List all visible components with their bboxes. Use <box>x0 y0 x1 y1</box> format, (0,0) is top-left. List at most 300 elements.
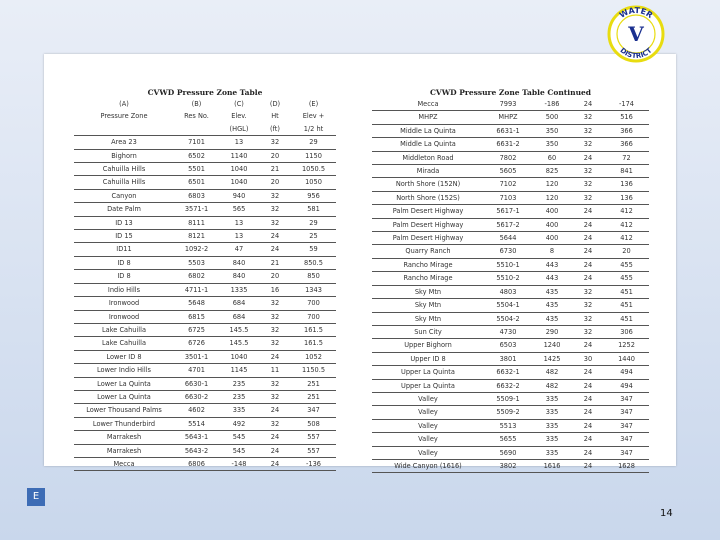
table-cell: Palm Desert Highway <box>372 232 484 245</box>
table-cell: 700 <box>291 297 336 310</box>
table-cell: 1252 <box>604 339 649 352</box>
table-cell: MHPZ <box>372 111 484 124</box>
table-cell: 435 <box>532 285 572 298</box>
table-cell: 6632-1 <box>484 366 532 379</box>
table-cell: 32 <box>259 136 291 149</box>
table-row <box>372 191 649 204</box>
table-cell: 3571-1 <box>174 203 219 216</box>
table-cell: 6501 <box>174 176 219 189</box>
table-cell: Lower Thousand Palms <box>74 404 174 417</box>
table-cell: 7802 <box>484 151 532 164</box>
table-cell: 5643-2 <box>174 444 219 457</box>
table-cell: 347 <box>604 419 649 432</box>
table-cell: 32 <box>572 178 604 191</box>
table-row <box>74 417 336 430</box>
table-cell: 347 <box>604 392 649 405</box>
table-cell: 1335 <box>219 283 259 296</box>
table-cell: 841 <box>604 165 649 178</box>
table-cell: Sky Mtn <box>372 299 484 312</box>
table-cell: Area 23 <box>74 136 174 149</box>
table-cell: 30 <box>572 352 604 365</box>
table-cell: 29 <box>291 216 336 229</box>
table-cell: Lower ID 8 <box>74 350 174 363</box>
table-cell: 13 <box>219 136 259 149</box>
table-cell: ID 13 <box>74 216 174 229</box>
table-cell: 4602 <box>174 404 219 417</box>
table-cell: 251 <box>291 390 336 403</box>
table-cell: Lower La Quinta <box>74 377 174 390</box>
table-cell: 1628 <box>604 459 649 472</box>
table-cell: 5510-1 <box>484 258 532 271</box>
table-cell: 6631-2 <box>484 138 532 151</box>
table-cell: 5617-2 <box>484 218 532 231</box>
table-cell: Sky Mtn <box>372 285 484 298</box>
table-cell: Sun City <box>372 325 484 338</box>
table-cell: 32 <box>259 310 291 323</box>
table-cell: 7102 <box>484 178 532 191</box>
table-row <box>74 189 336 202</box>
table-cell: 1050.5 <box>291 163 336 176</box>
table-cell: 290 <box>532 325 572 338</box>
table-cell: 24 <box>572 205 604 218</box>
table-cell: 1040 <box>219 350 259 363</box>
table-cell: Valley <box>372 419 484 432</box>
table-cell: 7103 <box>484 191 532 204</box>
table-cell: 451 <box>604 285 649 298</box>
table-cell: 24 <box>259 457 291 470</box>
table-cell: Canyon <box>74 189 174 202</box>
table-row <box>74 243 336 256</box>
table-cell: Lower La Quinta <box>74 390 174 403</box>
table-cell: 4803 <box>484 285 532 298</box>
table-cell: Lower Thunderbird <box>74 417 174 430</box>
table-cell: 24 <box>572 272 604 285</box>
pressure-zone-table-continued <box>372 98 649 473</box>
table-cell: Date Palm <box>74 203 174 216</box>
table-row <box>372 419 649 432</box>
table-cell: 145.5 <box>219 323 259 336</box>
table-cell: 347 <box>604 446 649 459</box>
table-cell: 400 <box>532 232 572 245</box>
table-cell: 347 <box>291 404 336 417</box>
table-cell: 32 <box>259 390 291 403</box>
table-cell: 6726 <box>174 337 219 350</box>
table-row <box>74 390 336 403</box>
table-cell: Palm Desert Highway <box>372 205 484 218</box>
table-cell: Palm Desert Highway <box>372 218 484 231</box>
table-cell: Upper La Quinta <box>372 366 484 379</box>
table-cell: 32 <box>572 191 604 204</box>
table-row <box>74 457 336 470</box>
table-cell: 32 <box>259 377 291 390</box>
table-cell: 565 <box>219 203 259 216</box>
table-cell: 47 <box>219 243 259 256</box>
table-row <box>372 151 649 164</box>
table-cell: 24 <box>572 258 604 271</box>
table-cell: 1150.5 <box>291 364 336 377</box>
table-cell: 20 <box>604 245 649 258</box>
table-cell: 59 <box>291 243 336 256</box>
table-cell: 6815 <box>174 310 219 323</box>
table-header-row <box>74 98 336 110</box>
table-row <box>372 433 649 446</box>
table-cell: Elev. <box>231 112 247 121</box>
table-cell: 32 <box>572 285 604 298</box>
table-cell: 412 <box>604 205 649 218</box>
table-row <box>372 352 649 365</box>
table-cell: -186 <box>532 98 572 111</box>
table-row <box>372 218 649 231</box>
table-row <box>372 245 649 258</box>
table-cell: 21 <box>259 163 291 176</box>
table-cell: 20 <box>259 149 291 162</box>
table-row <box>372 205 649 218</box>
table-row <box>372 232 649 245</box>
table-row <box>372 392 649 405</box>
table-cell: 5509-1 <box>484 392 532 405</box>
table-cell: 24 <box>572 459 604 472</box>
table-cell: Middle La Quinta <box>372 138 484 151</box>
table-cell: 1040 <box>219 163 259 176</box>
table-cell: 5503 <box>174 256 219 269</box>
table-cell: 161.5 <box>291 337 336 350</box>
table-cell: (D) <box>269 100 281 108</box>
table-cell: Lake Cahuilla <box>74 323 174 336</box>
table-row <box>372 138 649 151</box>
table-row <box>74 136 336 149</box>
table-cell: ID 8 <box>74 270 174 283</box>
table-cell: 700 <box>291 310 336 323</box>
table-cell: 545 <box>219 431 259 444</box>
table-row <box>74 404 336 417</box>
table-header-row <box>74 110 336 122</box>
table-row <box>372 325 649 338</box>
table-cell: 60 <box>532 151 572 164</box>
left-table-title: CVWD Pressure Zone Table <box>147 88 263 97</box>
table-cell: 72 <box>604 151 649 164</box>
table-cell: Middleton Road <box>372 151 484 164</box>
table-row <box>74 230 336 243</box>
table-cell: 5510-2 <box>484 272 532 285</box>
table-cell: 32 <box>259 203 291 216</box>
table-cell: 557 <box>291 444 336 457</box>
table-cell: 24 <box>572 366 604 379</box>
table-cell: 5690 <box>484 446 532 459</box>
table-cell: 366 <box>604 124 649 137</box>
table-cell: 500 <box>532 111 572 124</box>
table-row <box>74 337 336 350</box>
table-cell: (HGL) <box>219 123 259 136</box>
table-cell: Lower Indio Hills <box>74 364 174 377</box>
table-cell: 684 <box>219 310 259 323</box>
table-cell: 6502 <box>174 149 219 162</box>
table-cell: 136 <box>604 178 649 191</box>
table-cell: 24 <box>572 151 604 164</box>
table-cell: 13 <box>219 230 259 243</box>
table-cell: 840 <box>219 270 259 283</box>
table-cell: Valley <box>372 392 484 405</box>
table-cell: 347 <box>604 433 649 446</box>
table-cell: 1240 <box>532 339 572 352</box>
table-row <box>372 299 649 312</box>
table-cell: 32 <box>572 312 604 325</box>
table-cell: 20 <box>259 270 291 283</box>
table-cell: Valley <box>372 406 484 419</box>
table-cell: 3801 <box>484 352 532 365</box>
table-cell: ID 8 <box>74 256 174 269</box>
table-cell: 24 <box>259 431 291 444</box>
table-cell: 455 <box>604 272 649 285</box>
table-cell: 6630-2 <box>174 390 219 403</box>
table-cell: Upper Bighorn <box>372 339 484 352</box>
table-cell: 1343 <box>291 283 336 296</box>
table-row <box>372 178 649 191</box>
table-cell: 32 <box>572 124 604 137</box>
table-cell: Quarry Ranch <box>372 245 484 258</box>
table-cell: Mecca <box>372 98 484 111</box>
table-cell: Indio Hills <box>74 283 174 296</box>
table-cell: 5513 <box>484 419 532 432</box>
table-row <box>372 312 649 325</box>
table-cell: 335 <box>532 433 572 446</box>
table-row <box>74 350 336 363</box>
table-cell: 494 <box>604 366 649 379</box>
table-row <box>372 258 649 271</box>
table-row <box>74 256 336 269</box>
table-row <box>74 270 336 283</box>
table-cell: 581 <box>291 203 336 216</box>
table-cell: Res No. <box>184 112 209 121</box>
table-cell: 24 <box>572 392 604 405</box>
table-cell: Wide Canyon (1616) <box>372 459 484 472</box>
table-cell: Upper ID 8 <box>372 352 484 365</box>
table-cell: 120 <box>532 178 572 191</box>
logo-top-text: WATER <box>617 5 655 21</box>
table-cell: 455 <box>604 258 649 271</box>
table-row <box>74 431 336 444</box>
table-cell: 451 <box>604 299 649 312</box>
table-cell: 1052 <box>291 350 336 363</box>
table-row <box>372 111 649 124</box>
table-cell: 11 <box>259 364 291 377</box>
table-cell: 6730 <box>484 245 532 258</box>
table-cell: 825 <box>532 165 572 178</box>
table-cell: 32 <box>259 216 291 229</box>
table-cell: 24 <box>572 446 604 459</box>
table-cell: 6802 <box>174 270 219 283</box>
table-cell: 482 <box>532 379 572 392</box>
table-cell: 21 <box>259 256 291 269</box>
table-cell: 1440 <box>604 352 649 365</box>
table-cell: 451 <box>604 312 649 325</box>
table-cell: 840 <box>219 256 259 269</box>
table-row <box>74 444 336 457</box>
table-cell: 161.5 <box>291 323 336 336</box>
table-cell: 482 <box>532 366 572 379</box>
table-cell: 443 <box>532 272 572 285</box>
table-cell: 24 <box>572 433 604 446</box>
table-cell: 347 <box>604 406 649 419</box>
table-row <box>74 364 336 377</box>
table-cell: 1040 <box>219 176 259 189</box>
table-row <box>74 216 336 229</box>
table-cell: 5509-2 <box>484 406 532 419</box>
table-cell: 24 <box>572 339 604 352</box>
table-cell: ID11 <box>74 243 174 256</box>
table-cell: 1616 <box>532 459 572 472</box>
table-cell: 366 <box>604 138 649 151</box>
table-cell: 335 <box>532 406 572 419</box>
table-cell: 8 <box>532 245 572 258</box>
table-row <box>74 163 336 176</box>
table-cell: (B) <box>191 100 202 108</box>
table-cell: 557 <box>291 431 336 444</box>
table-cell: Pressure Zone <box>100 112 148 121</box>
table-cell: (E) <box>308 100 319 108</box>
table-cell: Ht <box>271 112 279 121</box>
table-row <box>74 149 336 162</box>
table-cell: 3501-1 <box>174 350 219 363</box>
table-cell: 4730 <box>484 325 532 338</box>
table-cell: Mecca <box>74 457 174 470</box>
table-cell: 5648 <box>174 297 219 310</box>
table-row <box>372 379 649 392</box>
table-cell: 32 <box>572 325 604 338</box>
table-cell: 1/2 ht <box>291 123 336 136</box>
table-cell: 545 <box>219 444 259 457</box>
table-cell: 5501 <box>174 163 219 176</box>
table-cell: 335 <box>532 446 572 459</box>
table-cell: 24 <box>259 230 291 243</box>
table-cell <box>174 123 219 136</box>
table-cell: Rancho Mirage <box>372 272 484 285</box>
table-cell: Mirada <box>372 165 484 178</box>
table-cell: 5643-1 <box>174 431 219 444</box>
table-cell: 24 <box>572 419 604 432</box>
page-number: 14 <box>660 508 673 519</box>
table-cell <box>74 123 174 136</box>
table-cell: 4711-1 <box>174 283 219 296</box>
table-cell: 24 <box>572 218 604 231</box>
pressure-zone-table <box>74 98 336 471</box>
table-cell: -148 <box>219 457 259 470</box>
table-cell: Marrakesh <box>74 431 174 444</box>
table-cell: 1425 <box>532 352 572 365</box>
table-cell: Bighorn <box>74 149 174 162</box>
table-row <box>372 272 649 285</box>
table-cell: Middle La Quinta <box>372 124 484 137</box>
table-cell: 32 <box>259 337 291 350</box>
table-cell: 435 <box>532 312 572 325</box>
table-cell: (A) <box>119 100 129 108</box>
table-cell: -136 <box>291 457 336 470</box>
table-cell: 24 <box>259 444 291 457</box>
table-cell: 850 <box>291 270 336 283</box>
table-cell: 251 <box>291 377 336 390</box>
table-cell: 24 <box>572 98 604 111</box>
table-row <box>74 176 336 189</box>
table-row <box>372 446 649 459</box>
table-row <box>74 203 336 216</box>
table-cell: 32 <box>572 111 604 124</box>
table-cell: Ironwood <box>74 297 174 310</box>
table-cell: 335 <box>532 392 572 405</box>
table-cell: 5655 <box>484 433 532 446</box>
table-cell: Cahuilla Hills <box>74 163 174 176</box>
table-cell: 6503 <box>484 339 532 352</box>
table-cell: ID 15 <box>74 230 174 243</box>
table-cell: 443 <box>532 258 572 271</box>
table-cell: 1050 <box>291 176 336 189</box>
table-row <box>372 366 649 379</box>
table-cell: 32 <box>572 165 604 178</box>
table-cell: 508 <box>291 417 336 430</box>
table-cell: 5504-1 <box>484 299 532 312</box>
table-cell: 435 <box>532 299 572 312</box>
table-cell: 24 <box>572 379 604 392</box>
table-cell: 6725 <box>174 323 219 336</box>
table-cell: 136 <box>604 191 649 204</box>
table-cell: 7993 <box>484 98 532 111</box>
table-cell: 235 <box>219 390 259 403</box>
table-cell: 400 <box>532 205 572 218</box>
table-cell: 1140 <box>219 149 259 162</box>
table-cell: 400 <box>532 218 572 231</box>
table-cell: 7101 <box>174 136 219 149</box>
table-cell: 20 <box>259 176 291 189</box>
table-cell: 5617-1 <box>484 205 532 218</box>
table-cell: 412 <box>604 232 649 245</box>
table-cell: Rancho Mirage <box>372 258 484 271</box>
table-cell: Sky Mtn <box>372 312 484 325</box>
table-cell: 306 <box>604 325 649 338</box>
table-row <box>372 406 649 419</box>
table-row <box>74 297 336 310</box>
table-cell: 24 <box>259 350 291 363</box>
table-cell: 32 <box>259 323 291 336</box>
table-row <box>372 165 649 178</box>
table-cell: 940 <box>219 189 259 202</box>
table-row <box>372 339 649 352</box>
table-cell: 32 <box>259 297 291 310</box>
table-cell: Valley <box>372 446 484 459</box>
table-row <box>372 285 649 298</box>
table-cell: Elev + <box>302 112 325 121</box>
logo-bottom-text: DISTRICT <box>618 46 654 61</box>
table-cell: North Shore (152N) <box>372 178 484 191</box>
table-cell: 6631-1 <box>484 124 532 137</box>
table-cell: 25 <box>291 230 336 243</box>
table-cell: -174 <box>604 98 649 111</box>
table-cell: 6632-2 <box>484 379 532 392</box>
table-cell: (C) <box>234 100 244 108</box>
table-cell: 6630-1 <box>174 377 219 390</box>
table-cell: Valley <box>372 433 484 446</box>
table-cell: 850.5 <box>291 256 336 269</box>
table-row <box>74 283 336 296</box>
table-row <box>372 98 649 111</box>
table-cell: 412 <box>604 218 649 231</box>
table-row <box>74 377 336 390</box>
table-cell: 516 <box>604 111 649 124</box>
table-cell: 32 <box>259 189 291 202</box>
table-cell: 120 <box>532 191 572 204</box>
table-cell: 1145 <box>219 364 259 377</box>
table-cell: 29 <box>291 136 336 149</box>
table-cell: 24 <box>259 404 291 417</box>
table-cell: 956 <box>291 189 336 202</box>
table-cell: 32 <box>572 138 604 151</box>
